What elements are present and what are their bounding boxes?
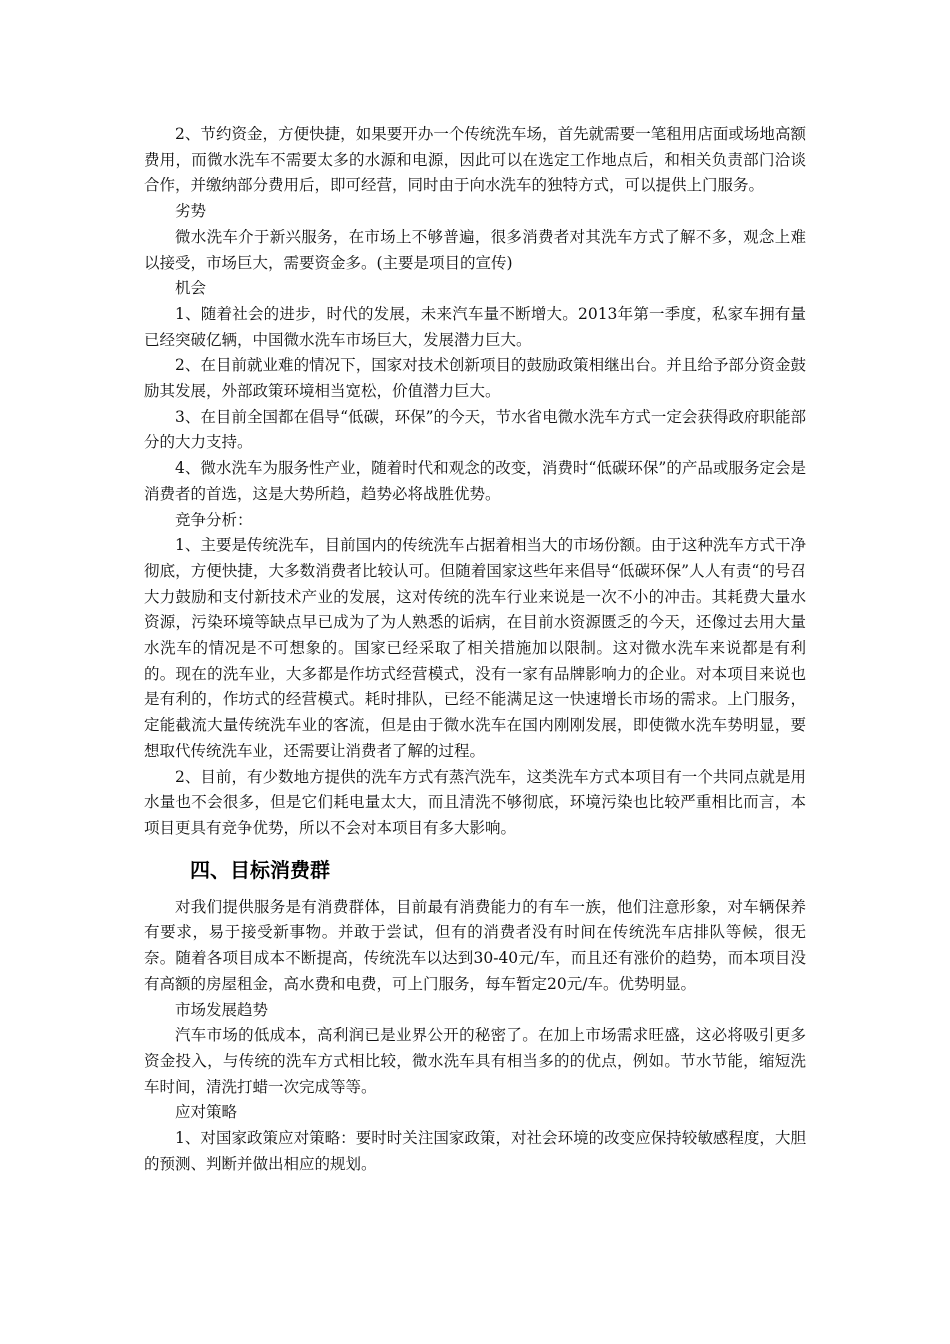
label-strategy: 应对策略 — [175, 1103, 238, 1122]
section-heading-target-consumers: 四、目标消费群 — [190, 857, 330, 882]
paragraph-market-trend: 汽车市场的低成本，高利润已是业界公开的秘密了。在加上市场需求旺盛，这必将吸引更多资金投入，与传统的洗车方式相比较，微水洗车具有相当多的的优点，例如。节水节能，缩短洗车时间，清洗打蜡一次完成等等。 — [144, 1026, 806, 1096]
paragraph-target-consumers: 对我们提供服务是有消费群体，目前最有消费能力的有车一族，他们注意形象，对车辆保养有要求，易于接受新事物。并敢于尝试，但有的消费者没有时间在传统洗车店排队等候，很无奈。随着各项目成本不断提高，传统洗车以达到30-40元/车，而且还有涨价的趋势，而本项目没有高额的房屋租金，高水费和电费，可上门服务，每车暂定20元/车。优势明显。 — [144, 897, 806, 993]
paragraph-weakness: 微水洗车介于新兴服务，在市场上不够普遍，很多消费者对其洗车方式了解不多，观念上难以接受，市场巨大，需要资金多。(主要是项目的宣传) — [144, 227, 806, 272]
document-body — [144, 122, 806, 1177]
paragraph-competition-2: 2、目前，有少数地方提供的洗车方式有蒸汽洗车，这类洗车方式本项目有一个共同点就是用水量也不会很多，但是它们耗电量太大，而且清洗不够彻底，环境污染也比较严重相比而言，本项目更具有竞争优势，所以不会对本项目有多大影响。 — [144, 767, 806, 837]
paragraph-competition-1: 1、主要是传统洗车，目前国内的传统洗车占据着相当大的市场份额。由于这种洗车方式干净彻底，方便快捷，大多数消费者比较认可。但随着国家这些年来倡导“低碳环保”人人有责“的号召大力鼓励和支付新技术产业的发展，这对传统的洗车行业来说是一次不小的冲击。其耗费大量水资源，污染环境等缺点早已成为了为人熟悉的诟病，在目前水资源匮乏的今天，还像过去用大量水洗车的情况是不可想象的。国家已经采取了相关措施加以限制。这对微水洗车来说都是有利的。现在的洗车业，大多都是作坊式经营模式，没有一家有品牌影响力的企业。对本项目来说也是有利的，作坊式的经营模式。耗时排队，已经不能满足这一快速增长市场的需求。上门服务，定能截流大量传统洗车业的客流，但是由于微水洗车在国内刚刚发展，即使微水洗车势明显，要想取代传统洗车业，还需要让消费者了解的过程。 — [144, 536, 806, 760]
paragraph-save-funds: 2、节约资金，方便快捷，如果要开办一个传统洗车场，首先就需要一笔租用店面或场地高额费用，而微水洗车不需要太多的水源和电源，因此可以在选定工作地点后，和相关负责部门洽谈合作，并缴纳部分费用后，即可经营，同时由于向水洗车的独特方式，可以提供上门服务。 — [144, 125, 806, 195]
label-market-trend: 市场发展趋势 — [175, 1000, 269, 1019]
paragraph-opportunity-3: 3、在目前全国都在倡导“低碳，环保”的今天，节水省电微水洗车方式一定会获得政府职能部分的大力支持。 — [144, 407, 806, 452]
paragraph-opportunity-1: 1、随着社会的进步，时代的发展，未来汽车量不断增大。2013年第一季度，私家车拥有量已经突破亿辆，中国微水洗车市场巨大，发展潜力巨大。 — [144, 304, 806, 349]
paragraph-opportunity-2: 2、在目前就业难的情况下，国家对技术创新项目的鼓励政策相继出台。并且给予部分资金鼓励其发展，外部政策环境相当宽松，价值潜力巨大。 — [144, 356, 806, 401]
label-competition: 竞争分析： — [175, 510, 253, 529]
paragraph-strategy-1: 1、对国家政策应对策略：要时时关注国家政策，对社会环境的改变应保持较敏感程度，大胆的预测、判断并做出相应的规划。 — [144, 1129, 806, 1173]
label-opportunity: 机会 — [175, 279, 207, 298]
label-weakness: 劣势 — [175, 202, 207, 221]
paragraph-opportunity-4: 4、微水洗车为服务性产业，随着时代和观念的改变，消费时“低碳环保”的产品或服务定会是消费者的首选，这是大势所趋，趋势必将战胜优势。 — [144, 459, 806, 503]
